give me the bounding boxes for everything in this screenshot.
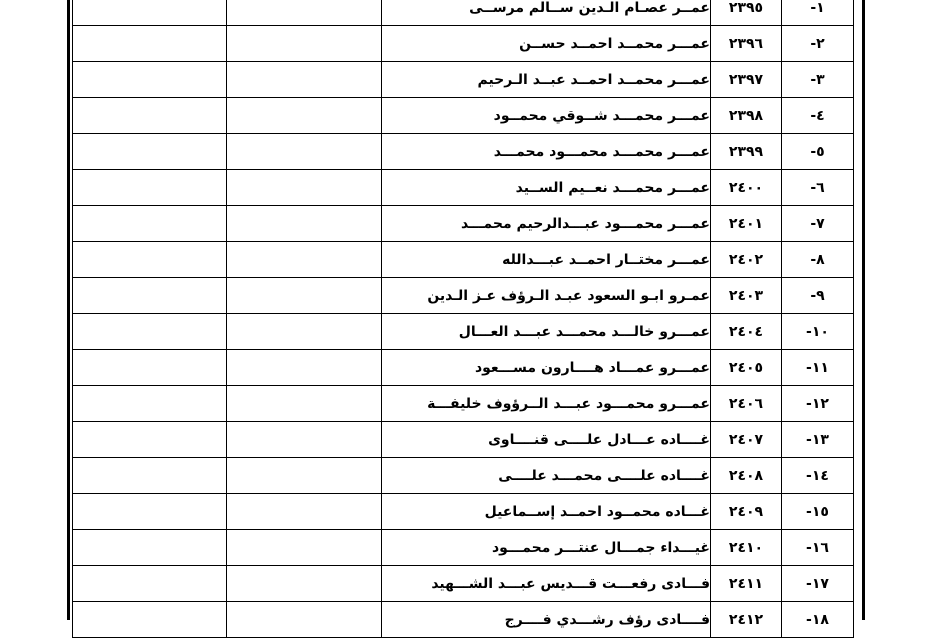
- row-code: ٢٤٠٢: [711, 242, 782, 278]
- row-blank-cell: [73, 134, 227, 170]
- row-index: ١٢-: [782, 386, 854, 422]
- table-row: [73, 566, 854, 602]
- row-blank-cell: [73, 98, 227, 134]
- row-name: عمــر عصـام الـدين ســالم مرســى: [382, 0, 711, 26]
- row-blank-cell: [227, 422, 382, 458]
- row-code: ٢٤٠٦: [711, 386, 782, 422]
- row-blank-cell: [73, 26, 227, 62]
- row-blank-cell: [227, 386, 382, 422]
- row-index: ٧-: [782, 206, 854, 242]
- table-row: [73, 422, 854, 458]
- row-name: عمـــر محمـــد شــوقي محمــود: [382, 98, 711, 134]
- row-index: ٤-: [782, 98, 854, 134]
- row-blank-cell: [227, 62, 382, 98]
- row-code: ٢٤٠١: [711, 206, 782, 242]
- row-code: ٢٣٩٩: [711, 134, 782, 170]
- row-blank-cell: [73, 0, 227, 26]
- roster-body: [73, 0, 854, 638]
- row-code: ٢٤٠٩: [711, 494, 782, 530]
- table-row: [73, 530, 854, 566]
- row-blank-cell: [227, 134, 382, 170]
- table-row: [73, 458, 854, 494]
- row-code: ٢٤٠٠: [711, 170, 782, 206]
- row-blank-cell: [227, 458, 382, 494]
- row-index: ٣-: [782, 62, 854, 98]
- table-row: [73, 26, 854, 62]
- row-blank-cell: [227, 314, 382, 350]
- table-row: [73, 62, 854, 98]
- table-row: [73, 242, 854, 278]
- row-index: ٨-: [782, 242, 854, 278]
- table-row: [73, 170, 854, 206]
- row-name: غــــاده علــــى محمـــد علــــى: [382, 458, 711, 494]
- row-blank-cell: [73, 170, 227, 206]
- row-index: ١٣-: [782, 422, 854, 458]
- row-name: عمـــرو خالـــد محمـــد عبـــد العـــال: [382, 314, 711, 350]
- row-code: ٢٤٠٥: [711, 350, 782, 386]
- row-name: عمـــر محمـــد محمـــود محمـــد: [382, 134, 711, 170]
- row-index: ١٠-: [782, 314, 854, 350]
- row-blank-cell: [73, 530, 227, 566]
- row-name: عمـــرو عمـــاد هــــارون مســـعود: [382, 350, 711, 386]
- table-row: [73, 278, 854, 314]
- row-index: ٦-: [782, 170, 854, 206]
- row-blank-cell: [227, 242, 382, 278]
- row-blank-cell: [73, 458, 227, 494]
- row-blank-cell: [227, 278, 382, 314]
- row-blank-cell: [73, 278, 227, 314]
- row-code: ٢٤٠٤: [711, 314, 782, 350]
- table-row: [73, 494, 854, 530]
- row-blank-cell: [227, 566, 382, 602]
- row-blank-cell: [73, 242, 227, 278]
- row-index: ١٨-: [782, 602, 854, 638]
- row-index: ١-: [782, 0, 854, 26]
- row-name: غـــاده محمــود احمــد إســماعيل: [382, 494, 711, 530]
- table-row: [73, 314, 854, 350]
- row-name: فــــادى رؤف رشـــدي فــــرج: [382, 602, 711, 638]
- row-blank-cell: [227, 206, 382, 242]
- table-row: [73, 206, 854, 242]
- row-code: ٢٣٩٦: [711, 26, 782, 62]
- table-row: [73, 134, 854, 170]
- row-name: عمـــر محمــد احمــد عبــد الـرحيم: [382, 62, 711, 98]
- row-index: ٩-: [782, 278, 854, 314]
- row-name: عمـــر مختــار احمــد عبـــدالله: [382, 242, 711, 278]
- row-index: ١٦-: [782, 530, 854, 566]
- row-index: ٢-: [782, 26, 854, 62]
- row-index: ١٧-: [782, 566, 854, 602]
- row-name: عمـرو ابـو السعود عبـد الـرؤف عـز الـدين: [382, 278, 711, 314]
- table-row: [73, 386, 854, 422]
- row-blank-cell: [73, 314, 227, 350]
- row-blank-cell: [73, 350, 227, 386]
- row-blank-cell: [73, 494, 227, 530]
- row-blank-cell: [73, 566, 227, 602]
- row-blank-cell: [227, 0, 382, 26]
- table-row: [73, 350, 854, 386]
- table-row: [73, 98, 854, 134]
- row-index: ٥-: [782, 134, 854, 170]
- row-blank-cell: [227, 98, 382, 134]
- row-blank-cell: [73, 386, 227, 422]
- row-code: ٢٣٩٨: [711, 98, 782, 134]
- row-code: ٢٤٠٧: [711, 422, 782, 458]
- row-blank-cell: [227, 494, 382, 530]
- row-code: ٢٣٩٧: [711, 62, 782, 98]
- page-border-right: [862, 0, 865, 620]
- row-code: ٢٤٠٨: [711, 458, 782, 494]
- row-name: عمـــر محمــد احمــد حســن: [382, 26, 711, 62]
- row-blank-cell: [227, 170, 382, 206]
- row-code: ٢٣٩٥: [711, 0, 782, 26]
- row-code: ٢٤١٢: [711, 602, 782, 638]
- row-name: فـــادى رفعـــت قـــديس عبـــد الشـــهيد: [382, 566, 711, 602]
- row-code: ٢٤١١: [711, 566, 782, 602]
- row-name: غيـــداء جمـــال عنتـــر محمـــود: [382, 530, 711, 566]
- student-roster-table: [72, 0, 854, 638]
- row-code: ٢٤١٠: [711, 530, 782, 566]
- row-index: ١٥-: [782, 494, 854, 530]
- row-blank-cell: [227, 26, 382, 62]
- row-blank-cell: [73, 206, 227, 242]
- row-index: ١٤-: [782, 458, 854, 494]
- row-blank-cell: [227, 350, 382, 386]
- row-name: عمـــرو محمـــود عبـــد الــرؤوف خليفـــة: [382, 386, 711, 422]
- table-row: [73, 0, 854, 26]
- row-blank-cell: [73, 422, 227, 458]
- row-name: غــــاده عـــادل علــــى قنــــاوى: [382, 422, 711, 458]
- row-index: ١١-: [782, 350, 854, 386]
- row-blank-cell: [73, 62, 227, 98]
- page-border-left: [67, 0, 70, 620]
- row-name: عمـــر محمـــد نعــيم الســيد: [382, 170, 711, 206]
- row-code: ٢٤٠٣: [711, 278, 782, 314]
- row-name: عمـــر محمـــود عبـــدالرحيم محمـــد: [382, 206, 711, 242]
- row-blank-cell: [227, 530, 382, 566]
